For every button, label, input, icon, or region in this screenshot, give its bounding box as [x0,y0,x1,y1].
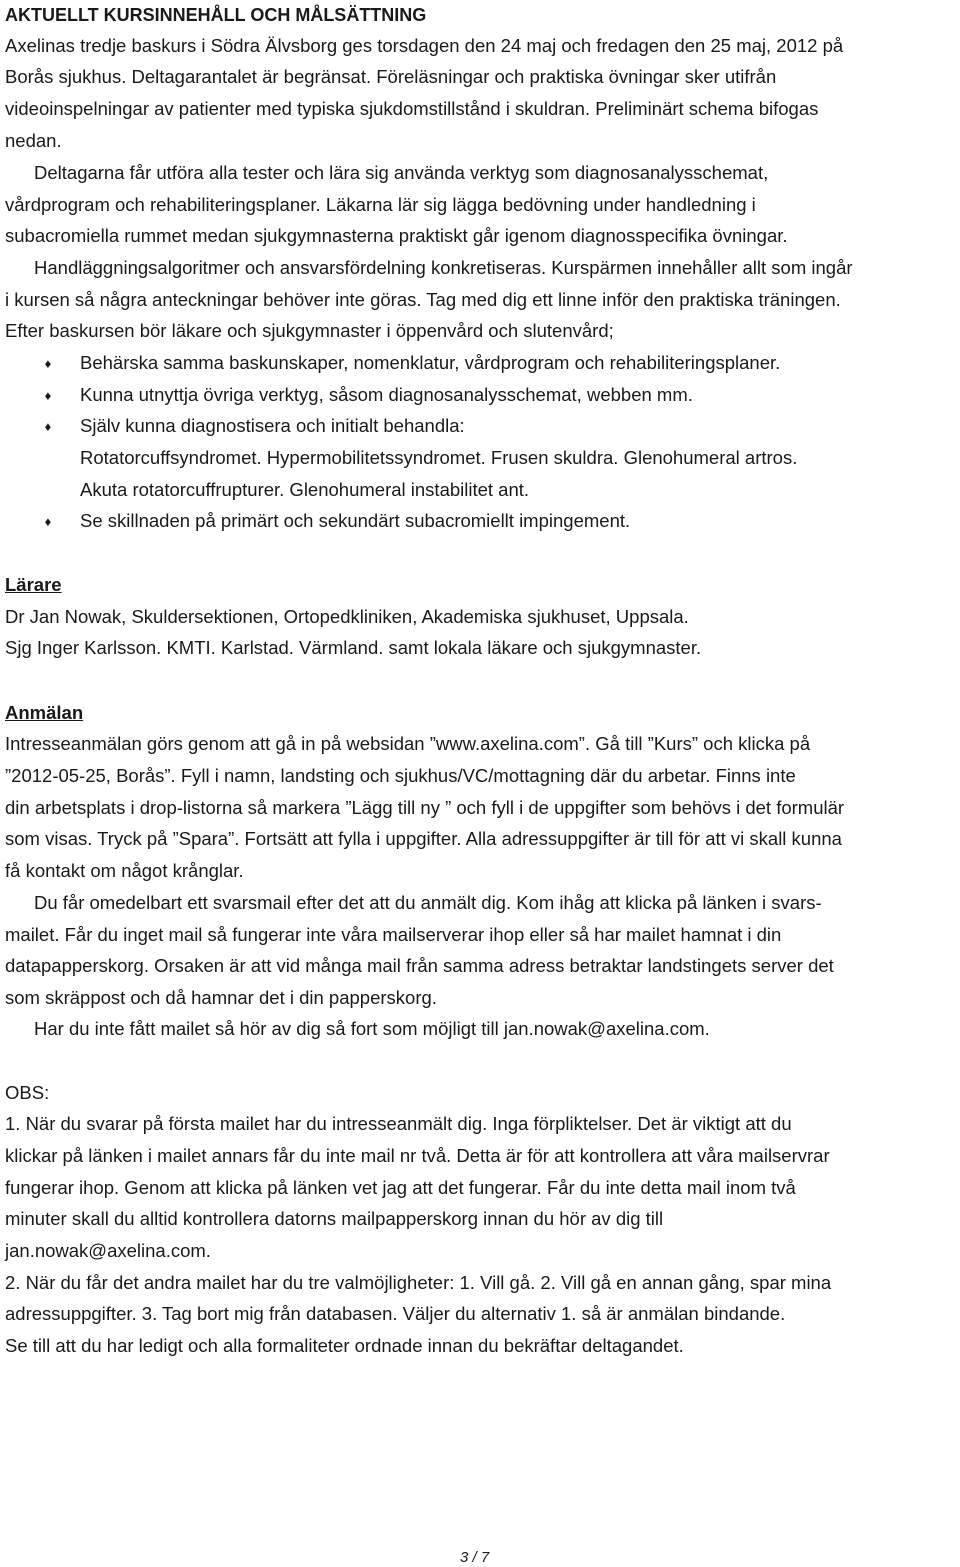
bullet-item: Kunna utnyttja övriga verktyg, såsom diagnosanalysschemat, webben mm. [80,384,693,405]
registration-heading: Anmälan [5,702,84,723]
paragraph-line: Efter baskursen bör läkare och sjukgymnaster i öppenvård och slutenvård; [5,320,614,341]
obs-line: adressuppgifter. 3. Tag bort mig från databasen. Väljer du alternativ 1. så är anmälan bindande. [5,1303,786,1324]
diamond-bullet-icon: ♦ [44,419,52,434]
intro-line: nedan. [5,130,62,151]
obs-line: 1. När du svarar på första mailet har du intresseanmält dig. Inga förpliktelser. Det är viktigt att du [5,1113,792,1134]
diamond-bullet-icon: ♦ [44,388,52,403]
paragraph-line: i kursen så några anteckningar behöver inte göras. Tag med dig ett linne inför den praktiska träningen. [5,289,841,310]
obs-line: 2. När du får det andra mailet har du tre valmöjligheter: 1. Vill gå. 2. Vill gå en annan gång, spar mina [5,1272,832,1293]
obs-line: Se till att du har ledigt och alla formaliteter ordnade innan du bekräftar deltagandet. [5,1335,684,1356]
registration-line: som skräppost och då hamnar det i din papperskorg. [5,987,437,1008]
bullet-item: Själv kunna diagnostisera och initialt behandla: [80,415,465,436]
registration-line: datapapperskorg. Orsaken är att vid många mail från samma adress betraktar landstingets server det [5,955,834,976]
teacher-line: Sjg Inger Karlsson. KMTI. Karlstad. Värmland. samt lokala läkare och sjukgymnaster. [5,637,702,658]
main-heading: AKTUELLT KURSINNEHÅLL OCH MÅLSÄTTNING [5,5,427,25]
obs-line: fungerar ihop. Genom att klicka på länken vet jag att det fungerar. Får du inte detta mail inom två [5,1177,796,1198]
paragraph-line: Deltagarna får utföra alla tester och lära sig använda verktyg som diagnosanalysschemat, [34,162,769,183]
paragraph-line: Handläggningsalgoritmer och ansvarsfördelning konkretiseras. Kurspärmen innehåller allt som ingår [34,257,853,278]
registration-line: som visas. Tryck på ”Spara”. Fortsätt att fylla i uppgifter. Alla adressuppgifter är till för att vi skall kunna [5,828,842,849]
diamond-bullet-icon: ♦ [44,514,52,529]
bullet-item: Behärska samma baskunskaper, nomenklatur, vårdprogram och rehabiliteringsplaner. [80,352,781,373]
registration-line: mailet. Får du inget mail så fungerar inte våra mailserverar ihop eller så har mailet hamnat i din [5,924,782,945]
teacher-line: Dr Jan Nowak, Skuldersektionen, Ortopedkliniken, Akademiska sjukhuset, Uppsala. [5,606,689,627]
bullet-item-continuation: Akuta rotatorcuffrupturer. Glenohumeral instabilitet ant. [80,479,530,500]
paragraph-line: subacromiella rummet medan sjukgymnasterna praktiskt går igenom diagnosspecifika övningar. [5,225,788,246]
registration-line: Intresseanmälan görs genom att gå in på websidan ”www.axelina.com”. Gå till ”Kurs” och klicka på [5,733,811,754]
registration-line: få kontakt om något krånglar. [5,860,244,881]
intro-line: Borås sjukhus. Deltagarantalet är begränsat. Föreläsningar och praktiska övningar sker utifrån [5,66,777,87]
registration-line: ”2012-05-25, Borås”. Fyll i namn, landsting och sjukhus/VC/mottagning där du arbetar. Finns inte [5,765,796,786]
intro-line: videoinspelningar av patienter med typiska sjukdomstillstånd i skuldran. Preliminärt schema bifogas [5,98,819,119]
obs-line: jan.nowak@axelina.com. [5,1240,211,1261]
registration-line: din arbetsplats i drop-listorna så markera ”Lägg till ny ” och fyll i de uppgifter som behövs i det formulär [5,797,845,818]
teachers-heading: Lärare [5,574,62,595]
intro-line: Axelinas tredje baskurs i Södra Älvsborg ges torsdagen den 24 maj och fredagen den 25 maj, 2012 på [5,35,844,56]
obs-line: klickar på länken i mailet annars får du inte mail nr två. Detta är för att kontrollera att våra mailservrar [5,1145,830,1166]
bullet-item: Se skillnaden på primärt och sekundärt subacromiellt impingement. [80,510,631,531]
paragraph-line: vårdprogram och rehabiliteringsplaner. Läkarna lär sig lägga bedövning under handledning i [5,194,756,215]
obs-heading: OBS: [5,1082,50,1103]
page-number: 3 / 7 [460,1549,490,1566]
bullet-item-continuation: Rotatorcuffsyndromet. Hypermobilitetssyndromet. Frusen skuldra. Glenohumeral artros. [80,447,798,468]
obs-line: minuter skall du alltid kontrollera datorns mailpapperskorg innan du hör av dig till [5,1208,664,1229]
registration-line: Du får omedelbart ett svarsmail efter det att du anmält dig. Kom ihåg att klicka på länken i svars- [34,892,822,913]
registration-line: Har du inte fått mailet så hör av dig så fort som möjligt till jan.nowak@axelina.com. [34,1018,710,1039]
diamond-bullet-icon: ♦ [44,356,52,371]
